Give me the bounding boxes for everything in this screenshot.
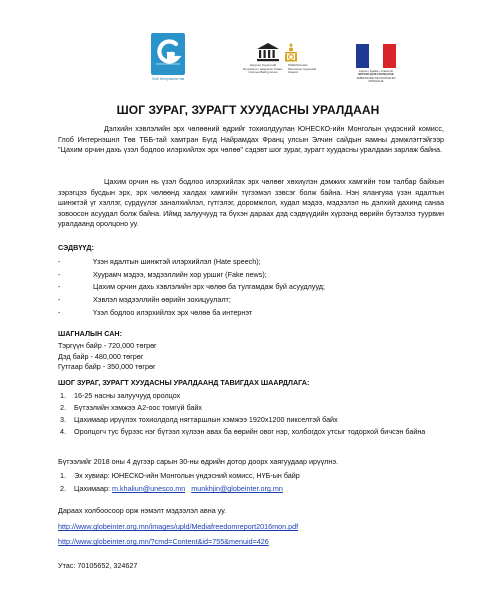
topic-item: - Үзэн ядалтын шинжтэй илэрхийлэл (Hate speech); — [58, 257, 261, 266]
contact-item-email: 2. Цахимаар: m.khaliun@unesco.mn munkhjin@globeinter.org.mn — [60, 484, 283, 493]
intro-paragraph: Дэлхийн хэвлэлийн эрх чөлөөний өдрийг тохиолдуулан ЮНЕСКО-ийн Монголын үндэсний комисс, Глоб Интернэшнл Төв ТББ-тай хамтран Бүгд Найрамдах Франц улсын Элчин сайдын яамны дэмжлэгтэйгээр "Цахим орчин дахь үзэл бодлоо илэрхийлэх эрх чөлөө" сэдэвт шог зураг, зурагт хуудасны уралдаан зарлаж байна. — [58, 124, 444, 154]
requirement-text: Оролцогч тус бүрээс нэг бүтээл хүлээн авах ба өөрийн овог нэр, холбогдох утсыг тодорхой бичсэн байна — [74, 427, 426, 436]
phone-text: Утас: 70105652, 324627 — [58, 561, 138, 570]
france-republic: RÉPUBLIQUE FRANÇAISE — [358, 72, 394, 77]
french-flag-icon — [356, 44, 396, 68]
unesco-temple-icon — [256, 42, 280, 62]
topic-item: - Хэвлэл мэдээллийн өөрийн зохицуулалт; — [58, 295, 231, 305]
topic-text: Хуурамч мэдээ, мэдээллийн хор уршиг (Fake news); — [93, 269, 267, 279]
globe-international-logo — [148, 32, 188, 88]
topics-list — [58, 256, 448, 320]
email-link-globe[interactable]: munkhjin@globeinter.org.mn — [191, 484, 283, 493]
document-title: ШОГ ЗУРАГ, ЗУРАГТ ХУУДАСНЫ УРАЛДААН — [116, 103, 380, 117]
mongolia-commission-caption: ЮНЕСКО-ийн Монголын Үндэсний Комисс — [288, 63, 317, 75]
soyombo-icon — [284, 42, 298, 62]
flag-stripe-red — [383, 44, 396, 68]
contact-mail-text: Эх хувиар: ЮНЕСКО-ийн Монголын үндэсний комисс, НҮБ-ын байр — [74, 471, 300, 480]
requirement-text: Цахимаар ирүүлэх тохиолдолд нягтаршлын хэмжээ 1920x1200 пикселтэй байх — [74, 415, 338, 424]
prize-second: Дэд байр - 480,000 төгрөг — [58, 351, 144, 361]
requirement-text: Бүтээлийн хэмжээ А2-оос томгүй байх — [74, 403, 203, 412]
logos-row — [0, 30, 496, 90]
requirement-item: 4. Оролцогч тус бүрээс нэг бүтээл хүлээн авах ба өөрийн овог нэр, холбогдох утсыг тодорхой бичсэн байна — [60, 426, 450, 438]
prize-third: Гутгаар байр - 350,000 төгрөг — [58, 362, 156, 371]
prize-list — [58, 341, 157, 373]
contact-list — [60, 469, 460, 495]
topic-text: Үзэн ядалтын шинжтэй илэрхийлэл (Hate speech); — [93, 257, 261, 266]
france-motto: Liberté • Égalité • Fraternité — [358, 69, 394, 73]
topic-text: Хэвлэл мэдээллийн өөрийн зохицуулалт; — [93, 295, 231, 305]
prize-first: Тэргүүн байр - 720,000 төгрөг — [58, 341, 157, 350]
flag-stripe-white — [369, 44, 382, 68]
globe-logo-caption: Глоб Интернэшнл төв — [151, 77, 185, 81]
globe-logo-icon — [150, 32, 186, 76]
requirement-item: 3. Цахимаар ирүүлэх тохиолдолд нягтаршлын хэмжээ 1920x1200 пикселтэй байх — [60, 414, 450, 426]
flag-stripe-blue — [356, 44, 369, 68]
topics-heading: СЭДВҮҮД: — [58, 243, 94, 252]
prize-heading: ШАГНАЛЫН САН: — [58, 329, 123, 338]
topic-item: - Хуурамч мэдээ, мэдээллийн хор уршиг (Fake news); — [58, 269, 267, 279]
more-info-text: Дараах холбоосоор орж нэмэлт мэдээлэл авна уу. — [58, 506, 227, 515]
contact-item-mail: 1. Эх хувиар: ЮНЕСКО-ийн Монголын үндэсний комисс, НҮБ-ын байр — [60, 471, 300, 480]
deadline-text: Бүтээлийг 2018 оны 4 дүгээр сарын 30-ны өдрийн дотор доорх хаягуудаар ирүүлнэ. — [58, 457, 339, 466]
topic-item: - Үзэл бодлоо илэрхийлэх эрх чөлөө ба интернэт — [58, 307, 253, 317]
email-link-unesco[interactable]: m.khaliun@unesco.mn — [112, 484, 186, 493]
content-page-link[interactable]: http://www.globeinter.org.mn/?cmd=Content&id=755&menuid=426 — [58, 537, 269, 546]
requirement-item: 2. Бүтээлийн хэмжээ А2-оос томгүй байх — [60, 402, 450, 414]
topic-text: Үзэл бодлоо илэрхийлэх эрх чөлөө ба интернэт — [93, 307, 253, 317]
context-paragraph: Цахим орчин нь үзэл бодлоо илэрхийлэх эрх чөлөөг хөхиүлэн дэмжих хамгийн том талбар байхын зэрэгцээ бусдын эрх, эрх чөлөөнд халдах хамгийн түгээмэл зэвсэг болж байна. Нэн ялангуяа үзэн ядалтын шинжтэй үг хэллэг, сүрдүүлэг заналхийлэл, гүтгэлэг, доромжлол, худал мэдээ, мэдээлэл нь дэлхий дахинд санаа зовоосон асуудал болж байна. Иймд залуучууд та бүхэн дараах дэд сэдвүүдийн хүрээнд өөрийн бүтээлээ туурвин уралдаанд оролцоно уу. — [58, 177, 444, 228]
unesco-caption: Нэгдсэн Үндэстний Боловсрол, Шинжлэх Ухаан, Соёлын Байгууллага — [243, 63, 283, 75]
requirement-text: 16-25 насны залуучууд оролцох — [74, 391, 181, 400]
report-pdf-link[interactable]: http://www.globeinter.org.mn/images/upld/Mediafreedomreport2016mon.pdf — [58, 522, 299, 531]
france-embassy-logo — [353, 44, 399, 92]
requirements-heading: ШОГ ЗУРАГ, ЗУРАГТ ХУУДАСНЫ УРАЛДААНД ТАВИГДАХ ШААРДЛАГА: — [58, 378, 310, 387]
requirements-list — [60, 390, 450, 438]
topic-item: - Цахим орчин дахь хэвлэлийн эрх чөлөө ба тулгамдаж буй асуудлууд; — [58, 282, 325, 292]
requirement-item: 1. 16-25 насны залуучууд оролцох — [60, 390, 450, 402]
unesco-logo — [240, 42, 320, 90]
topic-text: Цахим орчин дахь хэвлэлийн эрх чөлөө ба тулгамдаж буй асуудлууд; — [93, 282, 325, 292]
france-caption — [353, 70, 399, 84]
france-embassy: AMBASSADE DE FRANCE EN MONGOLIE — [356, 75, 396, 84]
contact-email-label: Цахимаар: — [74, 484, 113, 493]
